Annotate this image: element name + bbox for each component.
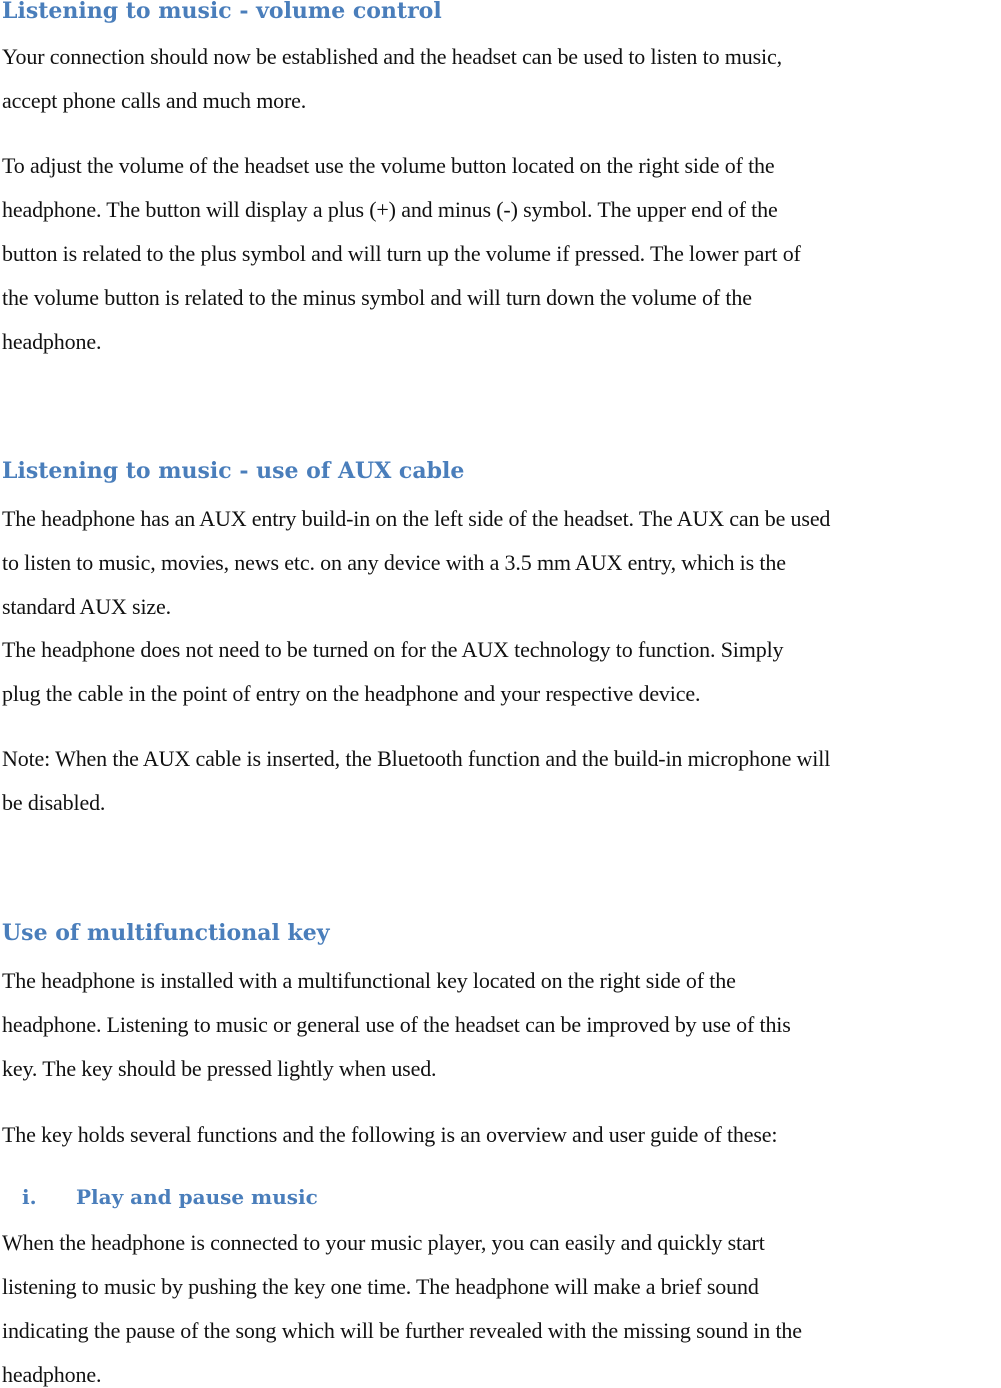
play-pause-paragraph-line: headphone.	[2, 1362, 102, 1387]
aux-paragraph-line: to listen to music, movies, news etc. on any device with a 3.5 mm AUX entry, which is the	[2, 550, 786, 575]
play-pause-paragraph-line: indicating the pause of the song which will be further revealed with the missing sound in the	[2, 1318, 802, 1343]
play-pause-paragraph-line: listening to music by pushing the key one time. The headphone will make a brief sound	[2, 1274, 759, 1299]
section-title-multifunctional-key: Use of multifunctional key	[2, 920, 330, 946]
play-pause-paragraph-line: When the headphone is connected to your music player, you can easily and quickly start	[2, 1230, 765, 1255]
multikey-paragraph-line: The headphone is installed with a multifunctional key located on the right side of the	[2, 968, 736, 993]
section-title-volume-control: Listening to music - volume control	[2, 0, 442, 24]
aux-paragraph-line: The headphone has an AUX entry build-in on the left side of the headset. The AUX can be used	[2, 506, 831, 531]
volume-paragraph-line: headphone. The button will display a plus (+) and minus (-) symbol. The upper end of the	[2, 197, 778, 222]
volume-paragraph-line: accept phone calls and much more.	[2, 88, 307, 113]
aux-paragraph-line: The headphone does not need to be turned on for the AUX technology to function. Simply	[2, 637, 784, 662]
aux-note-line: Note: When the AUX cable is inserted, the Bluetooth function and the build-in microphone will	[2, 746, 831, 771]
volume-paragraph-line: headphone.	[2, 329, 102, 354]
list-item-title-play-pause: Play and pause music	[76, 1185, 318, 1209]
volume-paragraph-line: button is related to the plus symbol and will turn up the volume if pressed. The lower part of	[2, 241, 801, 266]
list-numeral: i.	[22, 1185, 37, 1209]
volume-paragraph-line: the volume button is related to the minus symbol and will turn down the volume of the	[2, 285, 752, 310]
multikey-paragraph-line: The key holds several functions and the following is an overview and user guide of these:	[2, 1122, 778, 1147]
aux-paragraph-line: standard AUX size.	[2, 594, 171, 619]
section-title-aux-cable: Listening to music - use of AUX cable	[2, 458, 465, 484]
multikey-paragraph-line: key. The key should be pressed lightly when used.	[2, 1056, 437, 1081]
aux-paragraph-line: plug the cable in the point of entry on the headphone and your respective device.	[2, 681, 701, 706]
volume-paragraph-line: Your connection should now be established and the headset can be used to listen to music,	[2, 44, 782, 69]
aux-note-line: be disabled.	[2, 790, 106, 815]
volume-paragraph-line: To adjust the volume of the headset use the volume button located on the right side of the	[2, 153, 775, 178]
multikey-paragraph-line: headphone. Listening to music or general use of the headset can be improved by use of this	[2, 1012, 791, 1037]
